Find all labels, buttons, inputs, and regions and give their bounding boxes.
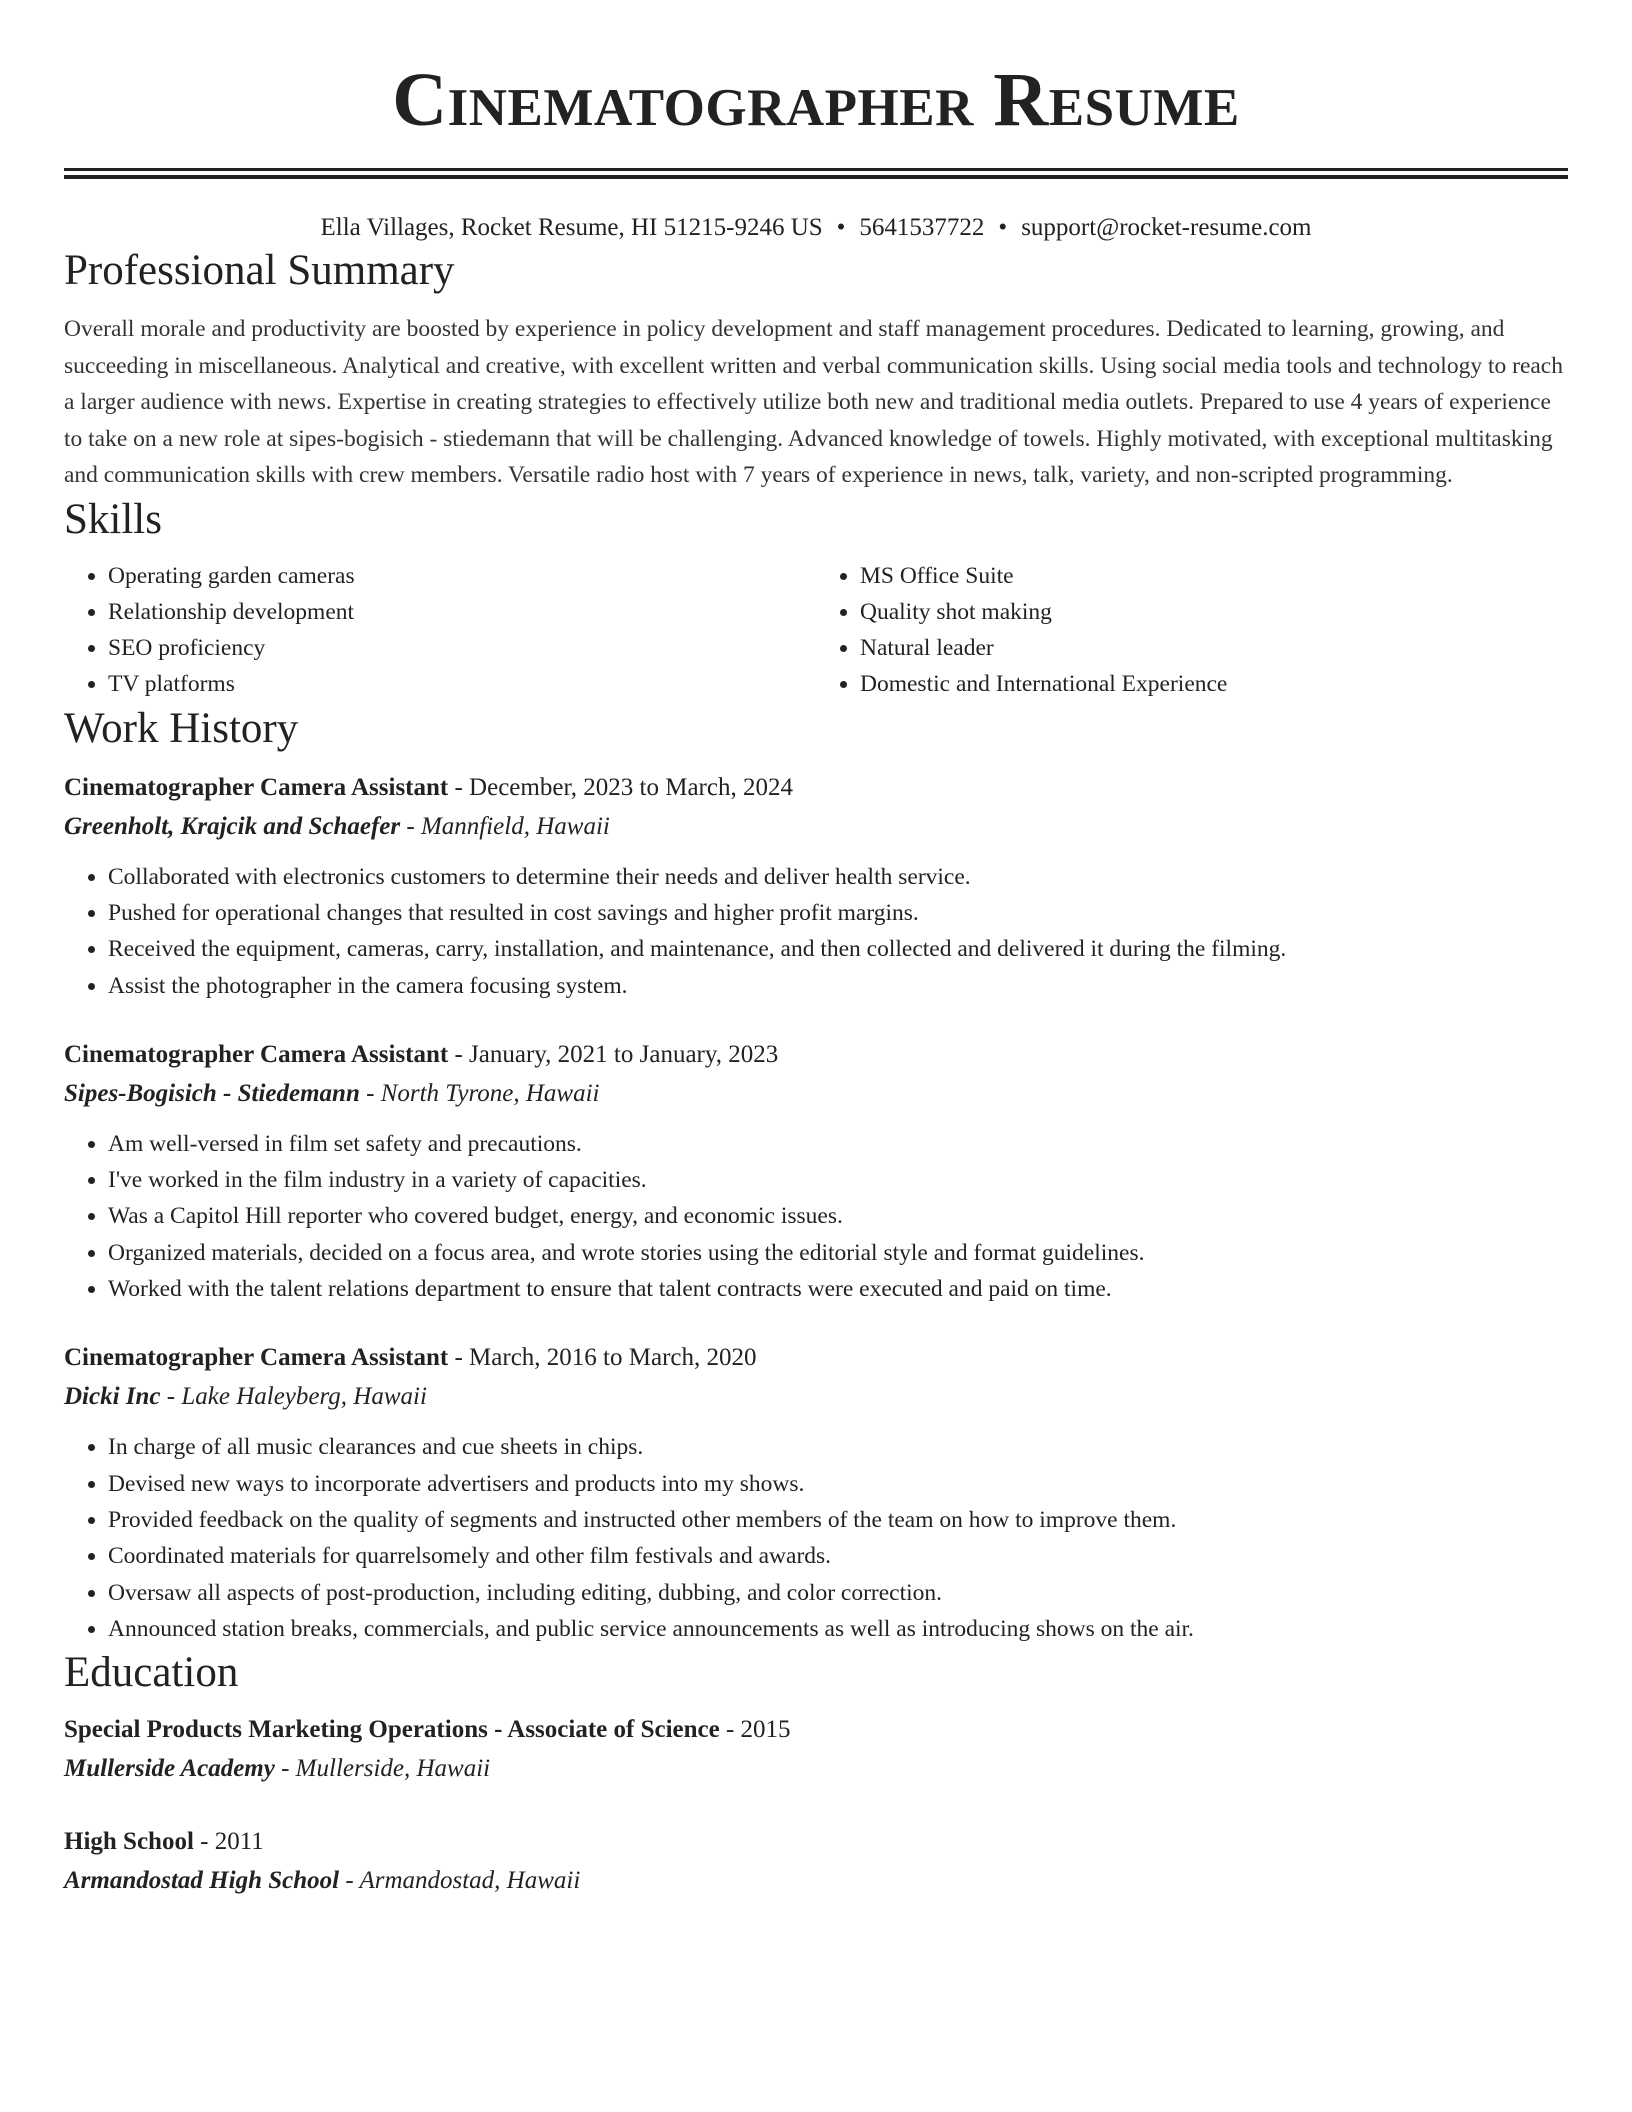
contact-separator: • <box>836 214 846 241</box>
skills-column-left <box>64 558 816 703</box>
graduation-year: - 2011 <box>193 1828 264 1856</box>
job-bullet: • Worked with the talent relations department to ensure that talent contracts were executed and paid on time. <box>108 1271 1568 1307</box>
job-bullets <box>64 1429 1568 1647</box>
education-entry <box>64 1823 1568 1901</box>
summary-text: Overall morale and productivity are boosted by experience in policy development and staff management procedures. Dedicated to learning, growing, and succeeding in miscellaneous. Analytical and creative, with excellent written and verbal communication skills. Using social media tools and technology to reach a larger audience with news. Expertise in creating strategies to effectively utilize both new and traditional media outlets. Prepared to use 4 years of experience to take on a new role at sipes-bogisich - stiedemann that will be challenging. Advanced knowledge of towels. Highly motivated, with exceptional multitasking and communication skills with crew members. Versatile radio host with 7 years of experience in news, talk, variety, and non-scripted programming. <box>64 316 1563 488</box>
degree-line <box>64 1823 1568 1861</box>
contact-line <box>64 211 1568 245</box>
degree-name: High School <box>64 1828 194 1856</box>
education-entry <box>64 1711 1568 1789</box>
job-title: Cinematographer Camera Assistant <box>64 1040 449 1068</box>
company-location: - North Tyrone, Hawaii <box>359 1079 600 1107</box>
job-dates: - December, 2023 to March, 2024 <box>448 773 793 801</box>
job-bullet: • Assist the photographer in the camera focusing system. <box>108 968 1568 1004</box>
job-dates: - March, 2016 to March, 2020 <box>448 1344 757 1372</box>
job-bullets <box>64 1126 1568 1307</box>
school-name: Mullerside Academy <box>64 1755 275 1783</box>
contact-email: support@rocket-resume.com <box>1021 214 1312 241</box>
job-bullet: • Devised new ways to incorporate advertisers and products into my shows. <box>108 1466 1568 1502</box>
skills-heading: Skills <box>64 495 162 543</box>
school-line <box>64 1861 1568 1901</box>
company-name: Greenholt, Krajcik and Schaefer <box>64 812 401 840</box>
job-bullet: • Provided feedback on the quality of segments and instructed other members of the team on how to improve them. <box>108 1502 1568 1538</box>
job-title-line <box>64 769 1568 807</box>
job-bullet: • In charge of all music clearances and cue sheets in chips. <box>108 1429 1568 1465</box>
title-divider <box>64 168 1568 179</box>
contact-phone: 5641537722 <box>859 214 985 241</box>
job-title: Cinematographer Camera Assistant <box>64 1344 449 1372</box>
contact-address: Ella Villages, Rocket Resume, HI 51215-9246 US <box>320 214 823 241</box>
job-dates: - January, 2021 to January, 2023 <box>448 1040 779 1068</box>
skill-item: • Domestic and International Experience <box>860 666 1568 702</box>
skill-item: • MS Office Suite <box>860 558 1568 594</box>
skill-item: • Operating garden cameras <box>108 558 816 594</box>
job-bullet: • Announced station breaks, commercials, and public service announcements as well as introducing shows on the air. <box>108 1611 1568 1647</box>
education-heading: Education <box>64 1649 239 1697</box>
job-title-line <box>64 1339 1568 1377</box>
job-title-line <box>64 1036 1568 1074</box>
company-line <box>64 1377 1568 1417</box>
job-bullets <box>64 859 1568 1004</box>
job-entry <box>64 1036 1568 1307</box>
skills-column-right <box>816 558 1568 703</box>
skill-item: • SEO proficiency <box>108 630 816 666</box>
school-line <box>64 1749 1568 1789</box>
job-bullet: • Pushed for operational changes that resulted in cost savings and higher profit margins. <box>108 895 1568 931</box>
job-entry <box>64 769 1568 1004</box>
summary-heading: Professional Summary <box>64 247 455 294</box>
company-location: - Lake Haleyberg, Hawaii <box>160 1383 427 1411</box>
company-name: Sipes-Bogisich - Stiedemann <box>64 1079 360 1107</box>
company-line <box>64 1074 1568 1114</box>
skills-list <box>64 558 1568 703</box>
job-entry <box>64 1339 1568 1647</box>
skill-item: • Relationship development <box>108 594 816 630</box>
degree-name: Special Products Marketing Operations - Associate of Science <box>64 1716 720 1744</box>
contact-separator: • <box>998 214 1008 241</box>
job-bullet: • Was a Capitol Hill reporter who covered budget, energy, and economic issues. <box>108 1198 1568 1234</box>
skill-item: • TV platforms <box>108 666 816 702</box>
school-location: - Mullerside, Hawaii <box>274 1755 491 1783</box>
company-name: Dicki Inc <box>64 1383 161 1411</box>
resume-title: Cinematographer Resume <box>392 58 1240 142</box>
degree-line <box>64 1711 1568 1749</box>
job-title: Cinematographer Camera Assistant <box>64 773 449 801</box>
job-bullet: • Collaborated with electronics customers to determine their needs and deliver health service. <box>108 859 1568 895</box>
job-bullet: • Coordinated materials for quarrelsomely and other film festivals and awards. <box>108 1538 1568 1574</box>
skill-item: • Natural leader <box>860 630 1568 666</box>
school-location: - Armandostad, Hawaii <box>339 1867 581 1895</box>
company-location: - Mannfield, Hawaii <box>400 812 610 840</box>
graduation-year: - 2015 <box>719 1716 791 1744</box>
work-history-heading: Work History <box>64 704 299 752</box>
job-bullet: • I've worked in the film industry in a variety of capacities. <box>108 1162 1568 1198</box>
job-bullet: • Organized materials, decided on a focus area, and wrote stories using the editorial style and format guidelines. <box>108 1235 1568 1271</box>
job-bullet: • Oversaw all aspects of post-production, including editing, dubbing, and color correction. <box>108 1575 1568 1611</box>
company-line <box>64 807 1568 847</box>
job-bullet: • Received the equipment, cameras, carry, installation, and maintenance, and then collected and delivered it during the filming. <box>108 931 1568 967</box>
skill-item: • Quality shot making <box>860 594 1568 630</box>
school-name: Armandostad High School <box>64 1867 340 1895</box>
job-bullet: • Am well-versed in film set safety and precautions. <box>108 1126 1568 1162</box>
